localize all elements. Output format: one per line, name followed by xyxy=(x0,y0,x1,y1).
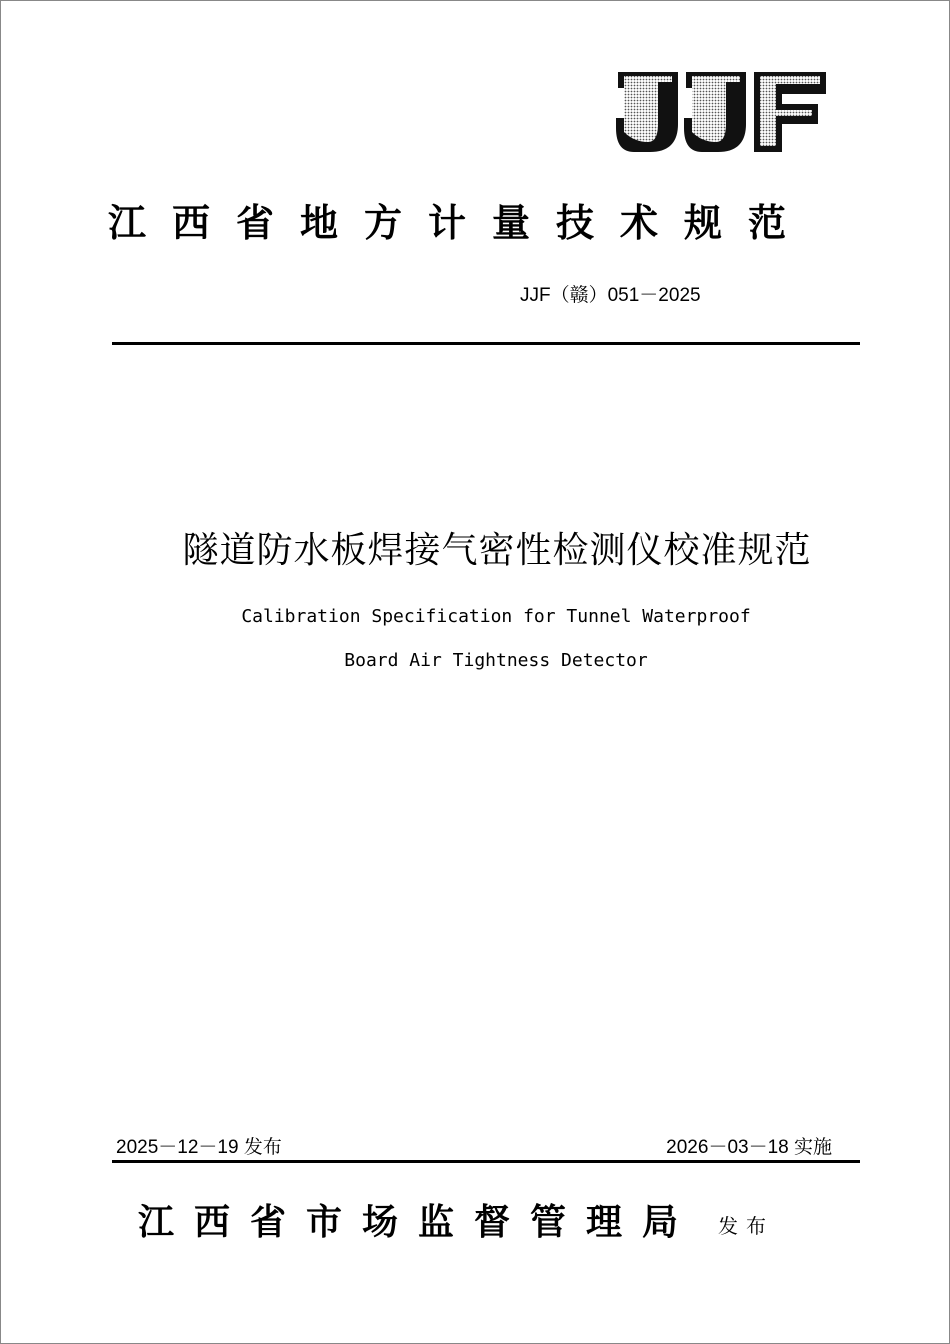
chinese-title: 隧道防水板焊接气密性检测仪校准规范 xyxy=(182,530,812,571)
issue-date: 2025－12－19 发布 xyxy=(116,1137,282,1158)
english-title-line1: Calibration Specification for Tunnel Waterproof xyxy=(241,606,751,627)
jjf-logo xyxy=(612,66,830,158)
standard-number: JJF（赣）051－2025 xyxy=(520,285,701,306)
publish-word: 发布 xyxy=(718,1214,774,1238)
series-title: 江西省地方计量技术规范 xyxy=(108,200,813,245)
publisher-name: 江西省市场监督管理局 xyxy=(138,1201,699,1243)
english-title-line2: Board Air Tightness Detector xyxy=(344,650,648,671)
implementation-date: 2026－03－18 实施 xyxy=(666,1137,832,1158)
bottom-rule xyxy=(112,1160,860,1163)
top-rule xyxy=(112,342,860,345)
